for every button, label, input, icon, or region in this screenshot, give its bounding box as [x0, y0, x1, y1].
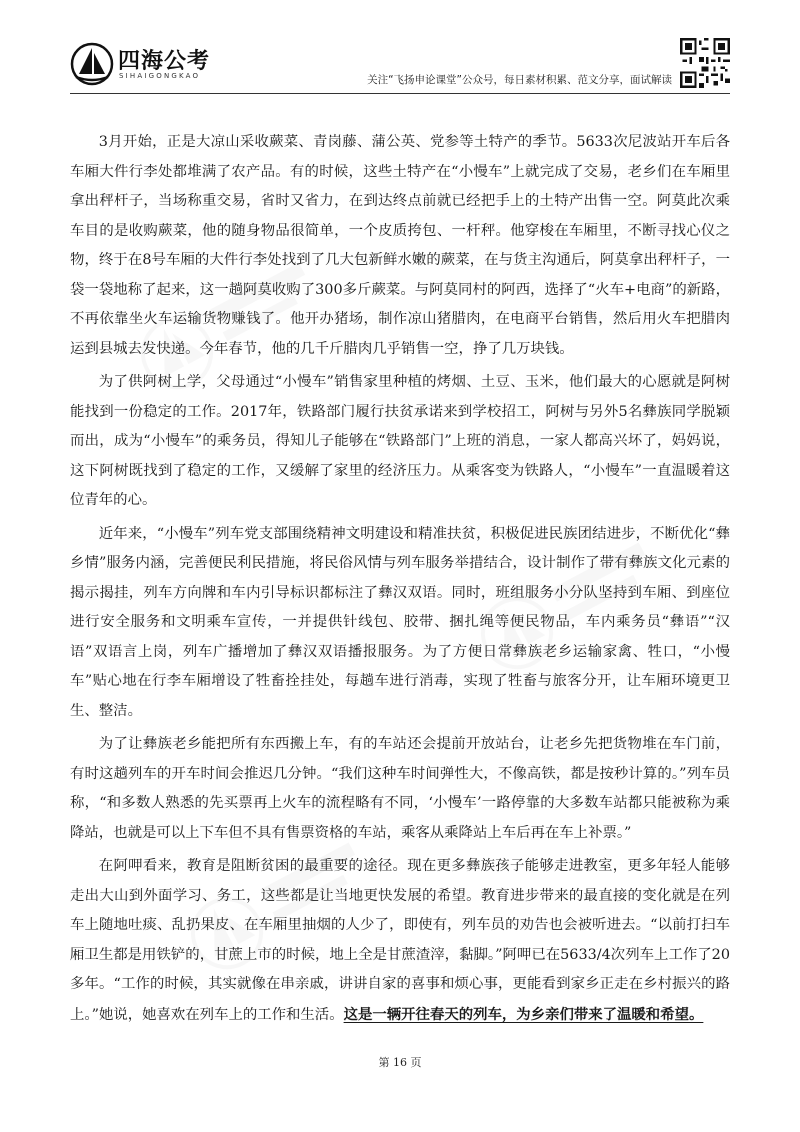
- brand-logo: [70, 38, 270, 88]
- paragraph-4: 为了让彝族老乡能把所有东西搬上车，有的车站还会提前开放站台，让老乡先把货物堆在车门前，有时这趟列车的开车时间会推迟几分钟。“我们这种车时间弹性大，不像高铁，都是按秒计算的。”列车员称，“和多数人熟悉的先买票再上火车的流程略有不同，‘小慢车’一路停靠的大多数车站都只能被称为乘降站，也就是可以上下车但不具有售票资格的车站，乘客从乘降站上车后再在车上补票。”: [70, 736, 730, 841]
- paragraph-5-text: 在阿呷看来，教育是阻断贫困的最重要的途径。现在更多彝族孩子能够走进教室，更多年轻人能够走出大山到外面学习、务工，这些都是让当地更快发展的希望。教育进步带来的最直接的变化就是在列车上随地吐痰、乱扔果皮、在车厢里抽烟的人少了，即使有，列车员的劝告也会被听进去。“以前打扫车厢卫生都是用铁铲的，甘蔗上市的时候，地上全是甘蔗渣滓，黏脚。”阿呷已在5633/4次列车上工作了20多年。“工作的时候，其实就像在串亲戚，讲讲自家的喜事和烦心事，更能看到家乡正走在乡村振兴的路上。”她说，她喜欢在列车上的工作和生活。: [70, 858, 730, 1023]
- brand-name: 四海公考: [118, 49, 211, 74]
- paragraph-1: 3月开始，正是大凉山采收蕨菜、青岗藤、蒲公英、党参等土特产的季节。5633次尼波站开车后各车厢大件行李处都堆满了农产品。有的时候，这些土特产在“小慢车”上就完成了交易，老乡们在车厢里拿出秤杆子，当场称重交易，省时又省力，在到达终点前就已经把手上的土特产出售一空。阿莫此次乘车目的是收购蕨菜，他的随身物品很简单，一个皮质挎包、一杆秤。他穿梭在车厢里，不断寻找心仪之物，终于在8号车厢的大件行李处找到了几大包新鲜水嫩的蕨菜，在与货主沟通后，阿莫拿出秤杆子，一袋一袋地称了起来，这一趟阿莫收购了300多斤蕨菜。与阿莫同村的阿西，选择了“火车+电商”的新路，不再依靠坐火车运输货物赚钱了。他开办猪场，制作凉山猪腊肉，在电商平台销售，然后用火车把腊肉运到县城去发快递。今年春节，他的几千斤腊肉几乎销售一空，挣了几万块钱。: [70, 134, 730, 357]
- page-header: [70, 38, 730, 94]
- paragraph-5: [70, 852, 730, 1030]
- header-divider: [70, 93, 730, 94]
- qr-code-icon: [680, 38, 730, 88]
- paragraph-3: 近年来，“小慢车”列车党支部围绕精神文明建设和精准扶贫，积极促进民族团结进步，不断优化“彝乡情”服务内涵，完善便民利民措施，将民俗风情与列车服务举措结合，设计制作了带有彝族文化元素的揭示揭挂，列车方向牌和车内引导标识都标注了彝汉双语。同时，班组服务小分队坚持到车厢、到座位进行安全服务和文明乘车宣传，一并提供针线包、胶带、捆扎绳等便民物品，车内乘务员“彝语”“汉语”双语言上岗，列车广播增加了彝汉双语播报服务。为了方便日常彝族老乡运输家禽、牲口，“小慢车”贴心地在行李车厢增设了牲畜拴挂处，每趟车进行消毒，实现了牲畜与旅客分开，让车厢环境更卫生、整洁。: [70, 525, 730, 719]
- closing-emphasis: 这是一辆开往春天的列车，为乡亲们带来了温暖和希望。: [343, 1005, 704, 1023]
- article-body: [70, 128, 730, 1034]
- sailboat-logo-icon: [70, 42, 114, 86]
- page-number: 第 16 页: [378, 1056, 422, 1069]
- brand-subtitle: SIHAIGONGKAO: [119, 72, 201, 80]
- paragraph-2: 为了供阿树上学，父母通过“小慢车”销售家里种植的烤烟、土豆、玉米，他们最大的心愿就是阿树能找到一份稳定的工作。2017年，铁路部门履行扶贫承诺来到学校招工，阿树与另外5名彝族同学脱颖而出，成为“小慢车”的乘务员，得知儿子能够在“铁路部门”上班的消息，一家人都高兴坏了，妈妈说，这下阿树既找到了稳定的工作，又缓解了家里的经济压力。从乘客变为铁路人，“小慢车”一直温暖着这位青年的心。: [70, 374, 730, 508]
- header-tagline: 关注“飞扬申论课堂”公众号，每日素材积累、范文分享，面试解读: [367, 74, 672, 86]
